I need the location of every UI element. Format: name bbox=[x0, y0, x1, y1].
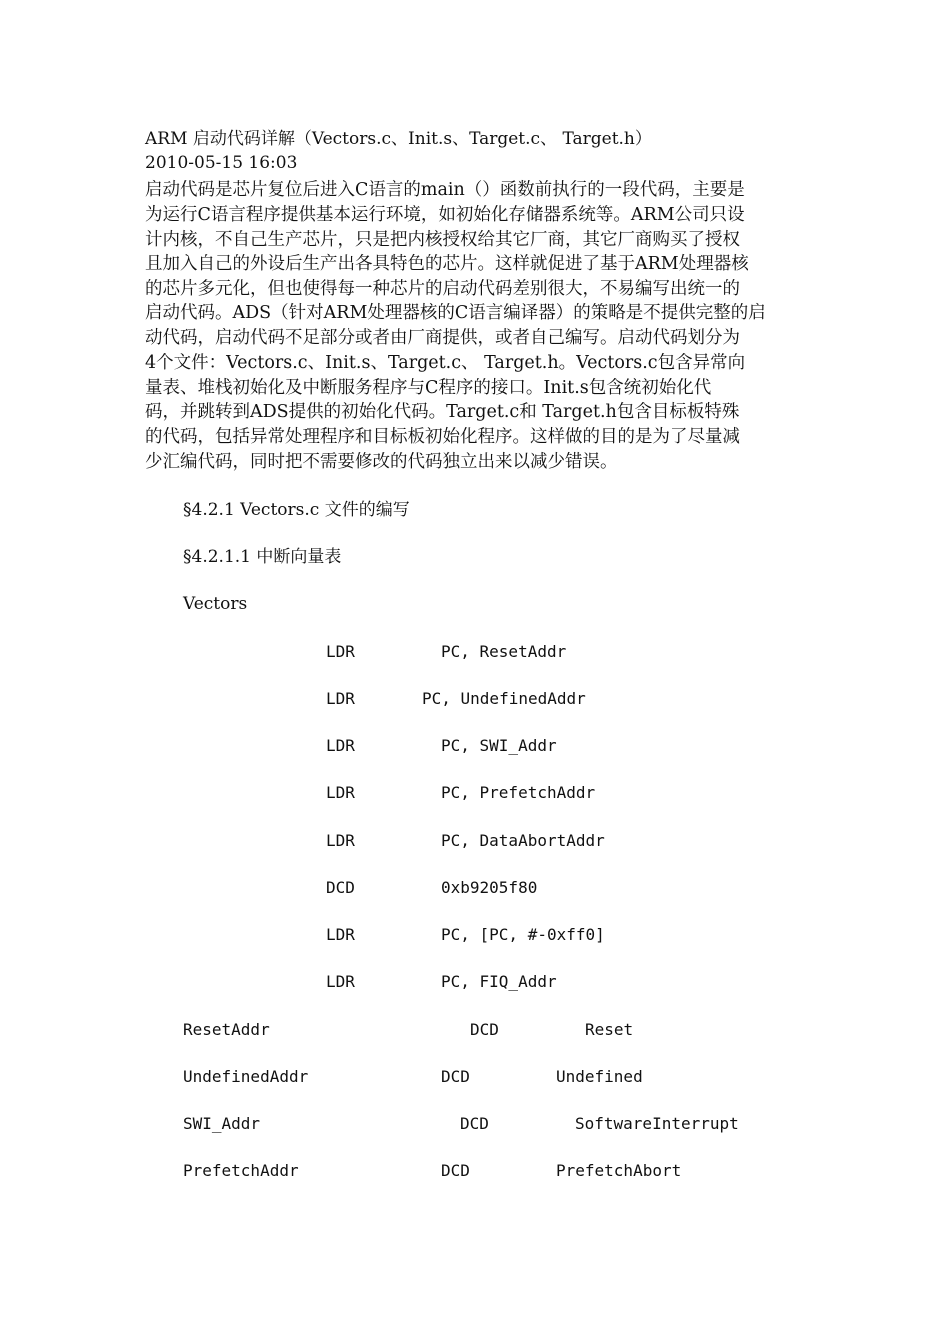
code-op: LDR bbox=[326, 783, 355, 802]
code-op: DCD bbox=[441, 1067, 470, 1086]
code-op: DCD bbox=[470, 1020, 499, 1039]
code-label: Vectors bbox=[183, 594, 248, 614]
code-op: LDR bbox=[326, 736, 355, 755]
code-operand: PrefetchAbort bbox=[556, 1161, 682, 1180]
paragraph-line: 的芯片多元化，但也使得每一种芯片的启动代码差别很大，不易编写出统一的 bbox=[145, 279, 740, 299]
code-operand: PC, DataAbortAddr bbox=[441, 831, 605, 850]
code-operand: Reset bbox=[585, 1020, 634, 1039]
code-op: LDR bbox=[326, 689, 355, 708]
code-op: DCD bbox=[441, 1161, 470, 1180]
code-op: LDR bbox=[326, 642, 355, 661]
code-label-cell: SWI_Addr bbox=[183, 1114, 261, 1133]
code-operand: SoftwareInterrupt bbox=[575, 1114, 739, 1133]
paragraph-line: 计内核，不自己生产芯片，只是把内核授权给其它厂商，其它厂商购买了授权 bbox=[145, 230, 740, 250]
paragraph-line: 量表、堆栈初始化及中断服务程序与C程序的接口。Init.s包含统初始化代 bbox=[145, 378, 712, 398]
code-label-cell: UndefinedAddr bbox=[183, 1067, 309, 1086]
paragraph-line: 码，并跳转到ADS提供的初始化代码。Target.c和 Target.h包含目标板特殊 bbox=[145, 402, 740, 422]
paragraph-line: 少汇编代码，同时把不需要修改的代码独立出来以减少错误。 bbox=[145, 452, 618, 472]
paragraph-line: 且加入自己的外设后生产出各具特色的芯片。这样就促进了基于ARM处理器核 bbox=[145, 254, 749, 274]
code-operand: 0xb9205f80 bbox=[441, 878, 538, 897]
code-op: LDR bbox=[326, 831, 355, 850]
code-op: DCD bbox=[460, 1114, 489, 1133]
post-datetime: 2010-05-15 16:03 bbox=[145, 153, 298, 173]
code-label-cell: ResetAddr bbox=[183, 1020, 270, 1039]
subsection-heading: §4.2.1.1 中断向量表 bbox=[183, 547, 342, 567]
code-operand: PC, SWI_Addr bbox=[441, 736, 557, 755]
paragraph-line: 启动代码是芯片复位后进入C语言的main（）函数前执行的一段代码，主要是 bbox=[145, 180, 745, 200]
code-op: DCD bbox=[326, 878, 355, 897]
code-label-cell: PrefetchAddr bbox=[183, 1161, 299, 1180]
code-operand: PC, [PC, #-0xff0] bbox=[441, 925, 605, 944]
code-operand: PC, UndefinedAddr bbox=[422, 689, 586, 708]
code-operand: Undefined bbox=[556, 1067, 643, 1086]
code-op: LDR bbox=[326, 972, 355, 991]
paragraph-line: 启动代码。ADS（针对ARM处理器核的C语言编译器）的策略是不提供完整的启 bbox=[145, 303, 766, 323]
code-operand: PC, PrefetchAddr bbox=[441, 783, 596, 802]
code-operand: PC, ResetAddr bbox=[441, 642, 567, 661]
code-operand: PC, FIQ_Addr bbox=[441, 972, 557, 991]
paragraph-line: 4个文件：Vectors.c、Init.s、Target.c、 Target.h。Vectors.c包含异常向 bbox=[145, 353, 746, 373]
paragraph-line: 的代码，包括异常处理程序和目标板初始化程序。这样做的目的是为了尽量减 bbox=[145, 427, 740, 447]
code-op: LDR bbox=[326, 925, 355, 944]
page-title: ARM 启动代码详解（Vectors.c、Init.s、Target.c、 Target.h） bbox=[145, 129, 652, 149]
paragraph-line: 为运行C语言程序提供基本运行环境，如初始化存储器系统等。ARM公司只设 bbox=[145, 205, 745, 225]
section-heading: §4.2.1 Vectors.c 文件的编写 bbox=[183, 500, 410, 520]
paragraph-line: 动代码，启动代码不足部分或者由厂商提供，或者自己编写。启动代码划分为 bbox=[145, 328, 740, 348]
